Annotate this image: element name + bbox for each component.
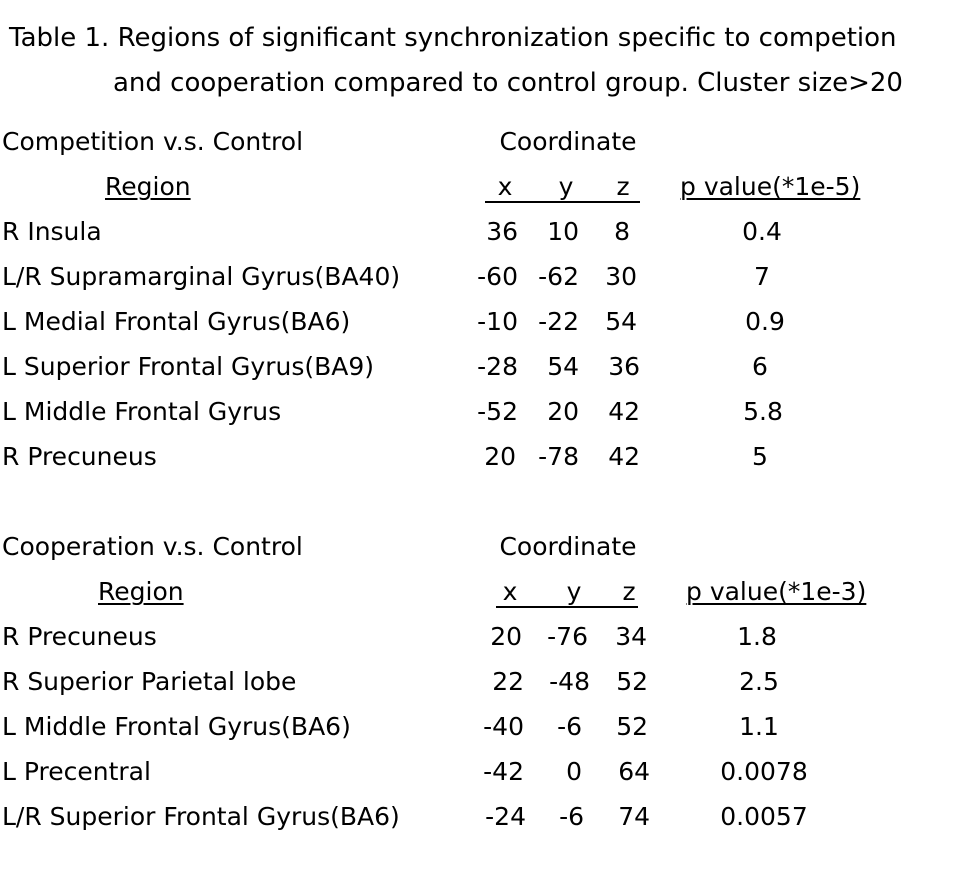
section-heading: Competition v.s. Control bbox=[2, 127, 304, 156]
y-cell: 10 bbox=[547, 217, 579, 246]
region-cell: L Superior Frontal Gyrus(BA9) bbox=[2, 352, 375, 381]
region-cell: L Medial Frontal Gyrus(BA6) bbox=[2, 307, 351, 336]
x-cell: -42 bbox=[483, 757, 524, 786]
p-cell: 0.9 bbox=[745, 307, 785, 336]
z-cell: 36 bbox=[608, 352, 640, 381]
z-cell: 74 bbox=[618, 802, 650, 831]
x-cell: -40 bbox=[483, 712, 524, 741]
x-cell: -10 bbox=[477, 307, 518, 336]
z-cell: 8 bbox=[614, 217, 630, 246]
z-cell: 52 bbox=[616, 712, 648, 741]
z-cell: 52 bbox=[616, 667, 648, 696]
table-caption-line1: Table 1. Regions of significant synchronization specific to competion bbox=[9, 23, 897, 53]
coordinate-header: Coordinate bbox=[499, 127, 637, 156]
y-cell: 0 bbox=[566, 757, 582, 786]
region-cell: R Insula bbox=[2, 217, 102, 246]
x-header: x bbox=[497, 172, 513, 201]
y-cell: 20 bbox=[547, 397, 579, 426]
table-caption-line2: and cooperation compared to control group. Cluster size>20 bbox=[113, 68, 903, 98]
region-header: Region bbox=[105, 172, 191, 201]
x-cell: -28 bbox=[477, 352, 518, 381]
y-cell: -6 bbox=[559, 802, 584, 831]
z-cell: 64 bbox=[618, 757, 650, 786]
y-cell: -6 bbox=[557, 712, 582, 741]
region-cell: L Middle Frontal Gyrus(BA6) bbox=[2, 712, 351, 741]
y-header: y bbox=[558, 172, 574, 201]
z-cell: 42 bbox=[608, 397, 640, 426]
region-header: Region bbox=[98, 577, 184, 606]
x-cell: -52 bbox=[477, 397, 518, 426]
z-header: z bbox=[616, 172, 630, 201]
x-cell: 36 bbox=[486, 217, 518, 246]
region-cell: R Precuneus bbox=[2, 622, 157, 651]
y-cell: -62 bbox=[538, 262, 579, 291]
p-cell: 5.8 bbox=[743, 397, 783, 426]
p-cell: 1.1 bbox=[739, 712, 779, 741]
y-cell: -48 bbox=[549, 667, 590, 696]
region-cell: L Precentral bbox=[2, 757, 151, 786]
z-cell: 42 bbox=[608, 442, 640, 471]
p-value-header: p value(*1e-3) bbox=[686, 577, 867, 606]
x-cell: -24 bbox=[485, 802, 526, 831]
z-cell: 30 bbox=[605, 262, 637, 291]
region-cell: L/R Superior Frontal Gyrus(BA6) bbox=[2, 802, 400, 831]
y-cell: -76 bbox=[547, 622, 588, 651]
p-cell: 5 bbox=[752, 442, 768, 471]
y-header: y bbox=[566, 577, 582, 606]
z-cell: 54 bbox=[605, 307, 637, 336]
y-cell: 54 bbox=[547, 352, 579, 381]
z-cell: 34 bbox=[615, 622, 647, 651]
z-header: z bbox=[622, 577, 636, 606]
coordinate-header: Coordinate bbox=[499, 532, 637, 561]
p-cell: 1.8 bbox=[737, 622, 777, 651]
p-cell: 0.0057 bbox=[720, 802, 808, 831]
x-cell: 20 bbox=[490, 622, 522, 651]
p-cell: 2.5 bbox=[739, 667, 779, 696]
region-cell: R Superior Parietal lobe bbox=[2, 667, 297, 696]
region-cell: R Precuneus bbox=[2, 442, 157, 471]
p-cell: 7 bbox=[754, 262, 770, 291]
p-value-header: p value(*1e-5) bbox=[680, 172, 861, 201]
region-cell: L/R Supramarginal Gyrus(BA40) bbox=[2, 262, 401, 291]
region-cell: L Middle Frontal Gyrus bbox=[2, 397, 282, 426]
p-cell: 6 bbox=[752, 352, 768, 381]
y-cell: -22 bbox=[538, 307, 579, 336]
x-cell: 22 bbox=[492, 667, 524, 696]
x-cell: 20 bbox=[484, 442, 516, 471]
x-cell: -60 bbox=[477, 262, 518, 291]
p-cell: 0.4 bbox=[742, 217, 782, 246]
p-cell: 0.0078 bbox=[720, 757, 808, 786]
section-heading: Cooperation v.s. Control bbox=[2, 532, 303, 561]
x-header: x bbox=[502, 577, 518, 606]
y-cell: -78 bbox=[538, 442, 579, 471]
